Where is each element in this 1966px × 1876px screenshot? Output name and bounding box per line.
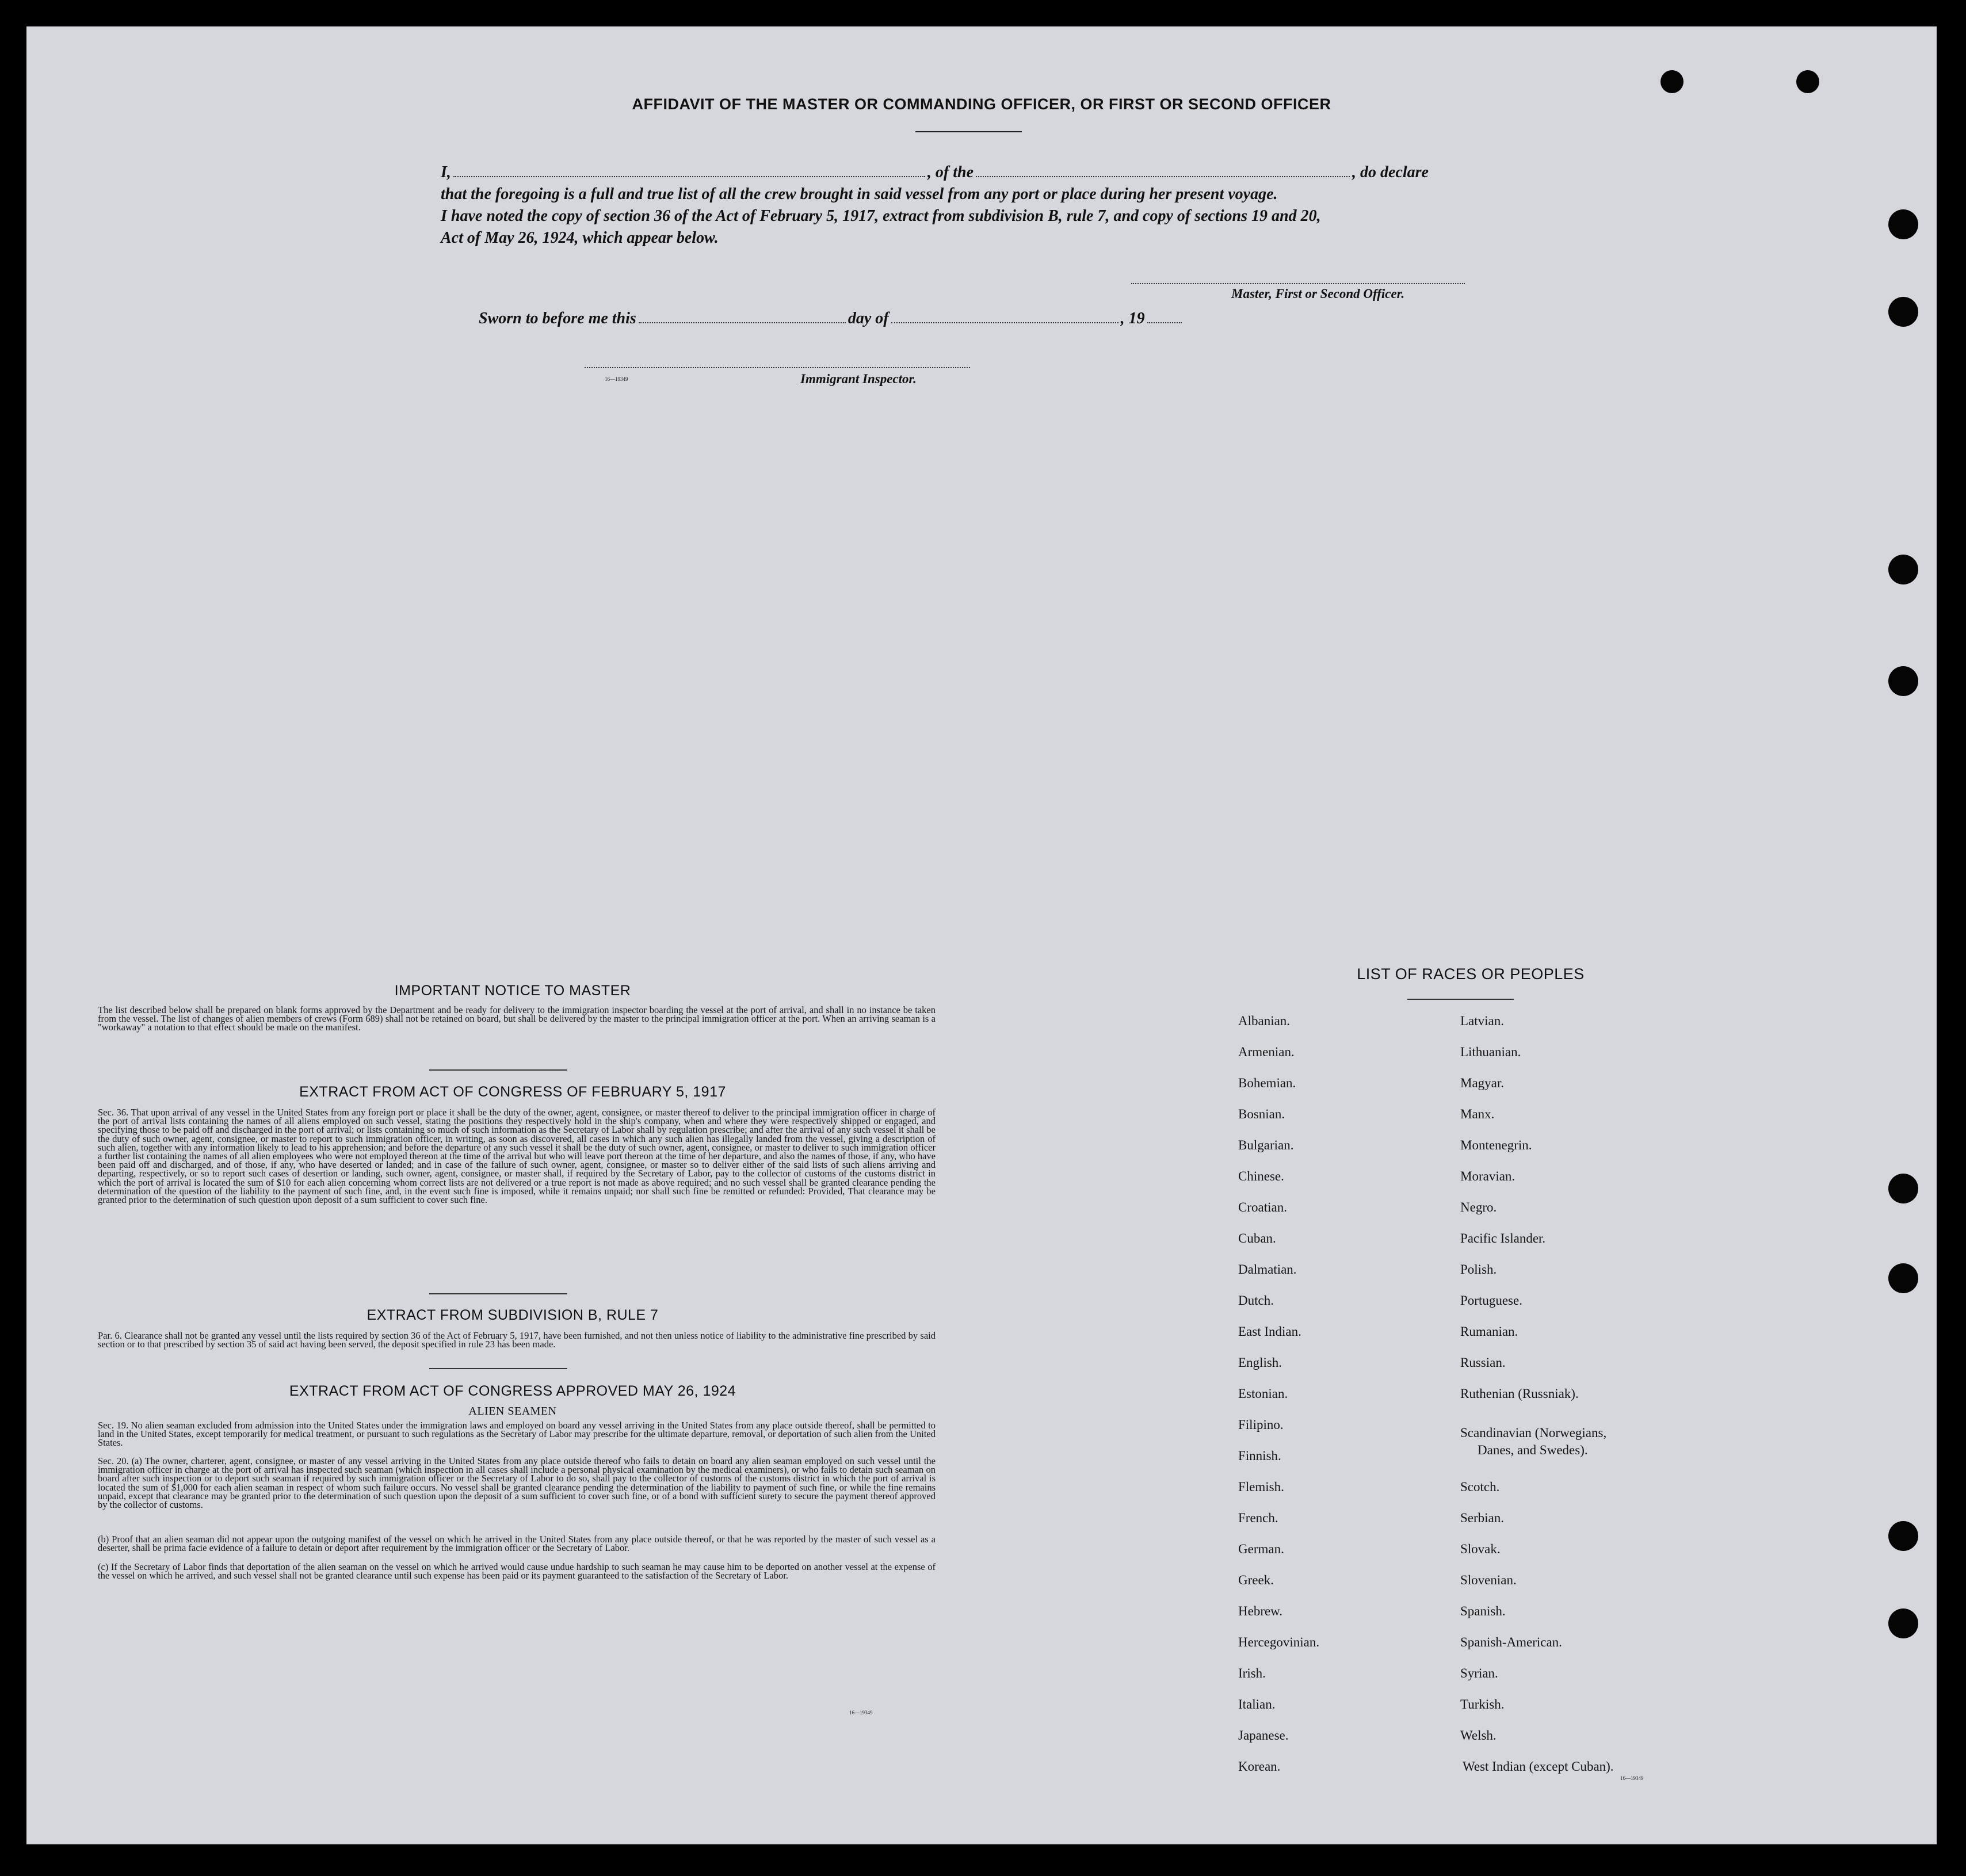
punch-hole xyxy=(1888,1608,1918,1638)
race-item: Moravian. xyxy=(1460,1169,1515,1183)
race-item: Spanish. xyxy=(1460,1604,1506,1618)
race-item: Hebrew. xyxy=(1238,1604,1283,1618)
section-divider xyxy=(429,1293,567,1294)
declaration-line-3: I have noted the copy of section 36 of the Act of February 5, 1917, extract from subdivision B, rule 7, and copy of sections 19 and 20, xyxy=(441,207,1321,225)
race-item: Scotch. xyxy=(1460,1480,1500,1494)
punch-hole xyxy=(1888,297,1918,327)
race-item: Italian. xyxy=(1238,1697,1276,1711)
race-item: German. xyxy=(1238,1542,1284,1556)
race-item: Rumanian. xyxy=(1460,1324,1518,1339)
races-title-rule xyxy=(1407,999,1514,1000)
inspector-signature-field[interactable] xyxy=(585,367,970,368)
race-item: Danes, and Swedes). xyxy=(1478,1443,1588,1457)
race-item: Scandinavian (Norwegians, xyxy=(1460,1426,1607,1440)
affidavit-title: AFFIDAVIT OF THE MASTER OR COMMANDING OFFICER, OR FIRST OR SECOND OFFICER xyxy=(632,95,1331,113)
race-item: Welsh. xyxy=(1460,1728,1497,1743)
sworn-year-prefix: , 19 xyxy=(1120,310,1145,327)
race-item: Hercegovinian. xyxy=(1238,1635,1320,1649)
rule7-heading: EXTRACT FROM SUBDIVISION B, RULE 7 xyxy=(367,1307,659,1323)
race-item: Dutch. xyxy=(1238,1293,1274,1308)
race-item: Korean. xyxy=(1238,1759,1281,1774)
notice-heading: IMPORTANT NOTICE TO MASTER xyxy=(394,983,631,999)
race-item: Lithuanian. xyxy=(1460,1045,1521,1059)
race-item: Dalmatian. xyxy=(1238,1262,1297,1277)
declarant-prefix: I, xyxy=(441,163,451,181)
punch-hole xyxy=(1888,555,1918,584)
master-signature-field[interactable] xyxy=(1131,283,1465,284)
form-number: 16—19349 xyxy=(605,376,628,382)
master-signature-label: Master, First or Second Officer. xyxy=(1231,286,1405,301)
declaration-line-4: Act of May 26, 1924, which appear below. xyxy=(441,229,719,247)
race-item: Bulgarian. xyxy=(1238,1138,1294,1152)
race-item: Cuban. xyxy=(1238,1231,1276,1245)
punch-hole xyxy=(1796,70,1819,93)
sec20c-text: (c) If the Secretary of Labor finds that deportation of the alien seaman on the vessel on which he arrived would cause undue hardship to such seaman he may cause him to be deported on another vessel at the expense of the vessel on which he arrived, and such vessel shall not be granted clearance until such expense has been paid or its payment guaranteed to the satisfaction of the Secretary of Labor. xyxy=(98,1561,936,1581)
race-item: Russian. xyxy=(1460,1355,1506,1370)
race-item: Armenian. xyxy=(1238,1045,1295,1059)
punch-hole xyxy=(1888,666,1918,696)
race-item: Latvian. xyxy=(1460,1014,1504,1028)
race-item: Irish. xyxy=(1238,1666,1266,1680)
race-item: Chinese. xyxy=(1238,1169,1284,1183)
extract-1917-body: Sec. 36. That upon arrival of any vessel in the United States from any foreign port or place it shall be the duty of the owner, agent, consignee, or master thereof to deliver to the principal immigration officer in charge of the port of arrival lists containing the names of all aliens employed on such vessel, stating the positions they respectively hold in the ship's company, when and where they were respectively shipped or engaged, and specifying those to be paid off and discharged in the port of arrival; or lists containing so much of such information as the Secretary of Labor shall by regulation prescribe; and after the arrival of any such vessel it shall be the duty of such owner, agent, consignee, or master to report to such immigration officer, in writing, as soon as discovered, all cases in which any such alien has illegally landed from the vessel, giving a description of such alien, together with any information likely to lead to his apprehension; and before the departure of any such vessel it shall be the duty of such owner, agent, consignee, or master to deliver to such immigration officer a further list containing the names of all alien employees who were not employed thereon at the time of the arrival but who will leave port thereon at the time of her departure, and also the names of those, if any, who have been paid off and discharged, and of those, if any, who have deserted or landed; and in case of the failure of such owner, agent, consignee, or master so to deliver either of the said lists of such aliens arriving and departing, respectively, or so to report such cases of desertion or landing, such owner, agent, consignee, or master shall, if required by the Secretary of Labor, pay to the collector of customs of the customs district in which the port of arrival is located the sum of $10 for each alien concerning whom correct lists are not delivered or a true report is not made as above required; and no such vessel shall be granted clearance pending the determination of the question of the liability to the payment of such fine, and, in the event such fine is imposed, while it remains unpaid; nor shall such fine be remitted or refunded: Provided, That clearance may be granted prior to the determination of such question upon deposit of a sum sufficient to cover such fine. xyxy=(98,1107,936,1206)
race-item: French. xyxy=(1238,1511,1278,1525)
sworn-year-field[interactable] xyxy=(1147,322,1182,323)
section-divider xyxy=(429,1069,567,1071)
sworn-prefix: Sworn to before me this xyxy=(479,310,636,327)
race-item: Negro. xyxy=(1460,1200,1497,1214)
race-item: Finnish. xyxy=(1238,1449,1281,1463)
declare-suffix: , do declare xyxy=(1352,163,1429,181)
punch-hole xyxy=(1888,1263,1918,1293)
race-item: Estonian. xyxy=(1238,1386,1288,1401)
punch-hole xyxy=(1888,209,1918,239)
race-item: Pacific Islander. xyxy=(1460,1231,1546,1245)
races-title: LIST OF RACES OR PEOPLES xyxy=(1357,965,1585,983)
race-item: English. xyxy=(1238,1355,1282,1370)
race-item: Greek. xyxy=(1238,1573,1274,1587)
race-item: Bohemian. xyxy=(1238,1076,1296,1090)
race-item: Serbian. xyxy=(1460,1511,1505,1525)
punch-hole xyxy=(1660,70,1683,93)
act-1924-heading: EXTRACT FROM ACT OF CONGRESS APPROVED MAY 26, 1924 xyxy=(289,1383,736,1399)
race-item: Turkish. xyxy=(1460,1697,1505,1711)
race-item: Manx. xyxy=(1460,1107,1495,1121)
race-item: Albanian. xyxy=(1238,1014,1291,1028)
alien-seamen-subheading: ALIEN SEAMEN xyxy=(468,1405,557,1417)
sec19-text: Sec. 19. No alien seaman excluded from admission into the United States under the immigration laws and employed on board any vessel arriving in the United States from any place outside thereof, shall be permitted to land in the United States, except temporarily for medical treatment, or pursuant to such regulations as the Secretary of Labor may prescribe for the ultimate departure, removal, or deportation of such alien from the United States. xyxy=(98,1420,936,1449)
sworn-month-field[interactable] xyxy=(891,322,1118,323)
notice-body: The list described below shall be prepared on blank forms approved by the Department and be ready for delivery to the immigration inspector boarding the vessel at the port of arrival, and shall in no instance be taken from the vessel. The list of changes of alien members of crews (Form 689) shall not be retained on board, but shall be delivered by the master to the principal immigration officer at the port. When an arriving seaman is a "workaway" a notation to that effect should be made on the manifest. xyxy=(98,1004,936,1033)
declarant-name-field[interactable] xyxy=(453,175,925,177)
extract-1917-heading: EXTRACT FROM ACT OF CONGRESS OF FEBRUARY 5, 1917 xyxy=(299,1084,726,1100)
rule7-body: Par. 6. Clearance shall not be granted any vessel until the lists required by section 36 of the Act of February 5, 1917, have been furnished, and not then unless notice of liability to the administrative fine prescribed by said section or to that prescribed by section 35 of said act having been served, the deposit specified in rule 23 has been made. xyxy=(98,1330,936,1350)
race-item: Syrian. xyxy=(1460,1666,1498,1680)
sworn-line xyxy=(479,310,1184,328)
punch-hole xyxy=(1888,1521,1918,1551)
race-item: Spanish-American. xyxy=(1460,1635,1562,1649)
race-item: West Indian (except Cuban). xyxy=(1463,1759,1614,1774)
race-item: East Indian. xyxy=(1238,1324,1301,1339)
section-divider xyxy=(429,1368,567,1369)
race-item: Ruthenian (Russniak). xyxy=(1460,1386,1579,1401)
declaration-line-2: that the foregoing is a full and true list of all the crew brought in said vessel from any port or place during her present voyage. xyxy=(441,185,1278,203)
sworn-day-field[interactable] xyxy=(639,322,846,323)
document-page xyxy=(26,26,1937,1844)
form-number: 16—19349 xyxy=(1620,1775,1644,1781)
race-item: Croatian. xyxy=(1238,1200,1287,1214)
sworn-day-of: day of xyxy=(848,310,889,327)
race-item: Portuguese. xyxy=(1460,1293,1522,1308)
sec20b-text: (b) Proof that an alien seaman did not appear upon the outgoing manifest of the vessel on which he arrived in the United States from any place outside thereof, or that he was reported by the master of such vessel as a deserter, shall be prima facie evidence of a failure to detain or deport after requirement by the immigration officer or the Secretary of Labor. xyxy=(98,1534,936,1554)
race-item: Slovenian. xyxy=(1460,1573,1517,1587)
race-item: Slovak. xyxy=(1460,1542,1501,1556)
sec20a-text: Sec. 20. (a) The owner, charterer, agent, consignee, or master of any vessel arriving in the United States from any place outside thereof who fails to detain on board any alien seaman employed on such vessel until the immigration officer in charge at the port of arrival has inspected such seaman (which inspection in all cases shall include a personal physical examination by the medical examiners), or who fails to detain such seaman on board after such inspection or to deport such seaman if required by such immigration officer or the Secretary of Labor to do so, shall pay to the collector of customs of the customs district in which the port of arrival is located the sum of $1,000 for each alien seaman in respect of whom such failure occurs. No vessel shall be granted clearance pending the determination of the liability to payment of such fine, or while the fine remains unpaid, except that clearance may be granted prior to the determination of such question upon the deposit of a sum sufficient to cover such fine, or of a bond with sufficient surety to secure the payment thereof approved by the collector of customs. xyxy=(98,1455,936,1511)
declaration-line-1 xyxy=(441,163,1429,182)
title-rule xyxy=(915,131,1022,132)
punch-hole xyxy=(1888,1174,1918,1203)
race-item: Japanese. xyxy=(1238,1728,1289,1743)
race-item: Flemish. xyxy=(1238,1480,1284,1494)
vessel-prefix: , of the xyxy=(927,163,974,181)
form-number: 16—19349 xyxy=(849,1710,873,1715)
race-item: Filipino. xyxy=(1238,1417,1284,1432)
vessel-name-field[interactable] xyxy=(976,175,1350,177)
race-item: Bosnian. xyxy=(1238,1107,1285,1121)
race-item: Montenegrin. xyxy=(1460,1138,1532,1152)
race-item: Polish. xyxy=(1460,1262,1497,1277)
inspector-label: Immigrant Inspector. xyxy=(800,372,917,386)
race-item: Magyar. xyxy=(1460,1076,1505,1090)
